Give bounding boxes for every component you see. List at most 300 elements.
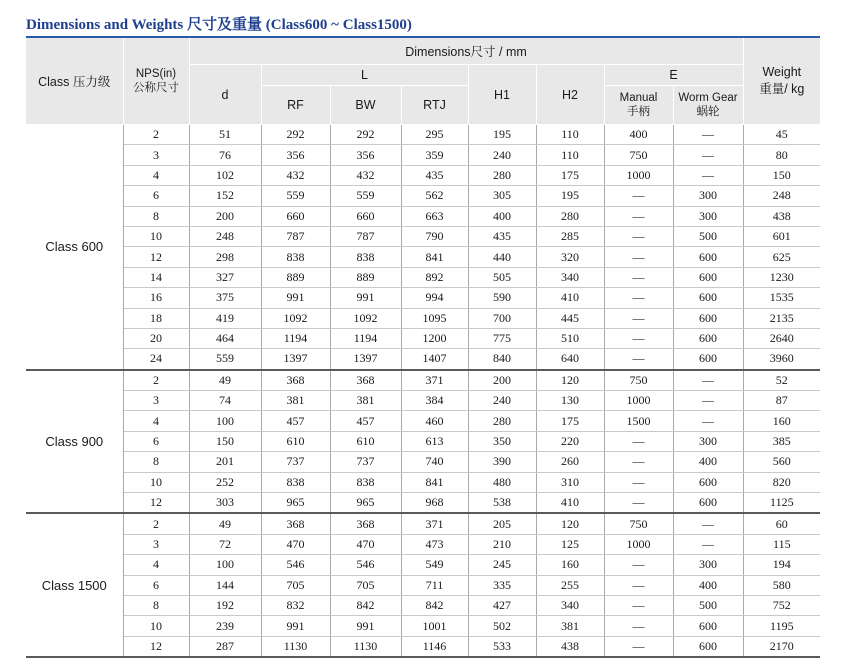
table-row [26,370,820,391]
cell-d: 100 [189,555,261,575]
cell-l-bw: 737 [330,452,401,472]
header-manual-cn: 手柄 [627,106,650,118]
cell-l-rtj: 371 [401,513,468,534]
table-row [26,165,820,185]
cell-l-rf: 705 [261,575,330,595]
cell-d: 303 [189,493,261,514]
cell-h1: 538 [468,493,536,514]
cell-nps: 24 [123,349,189,370]
cell-h2: 310 [536,472,604,492]
cell-h1: 210 [468,534,536,554]
cell-nps: 8 [123,452,189,472]
cell-l-rf: 432 [261,165,330,185]
cell-l-rf: 356 [261,145,330,165]
cell-l-rtj: 1146 [401,636,468,657]
cell-d: 74 [189,391,261,411]
cell-e-worm-gear: — [673,534,743,554]
cell-h1: 502 [468,616,536,636]
cell-l-rtj: 740 [401,452,468,472]
table-row [26,206,820,226]
table-row [26,145,820,165]
cell-l-rf: 368 [261,370,330,391]
cell-h1: 195 [468,125,536,145]
table-row [26,472,820,492]
cell-e-manual: — [604,226,673,246]
cell-l-bw: 1397 [330,349,401,370]
cell-weight: 60 [743,513,820,534]
cell-nps: 3 [123,391,189,411]
cell-l-rf: 381 [261,391,330,411]
table-row [26,125,820,145]
cell-h2: 510 [536,328,604,348]
cell-l-rtj: 295 [401,125,468,145]
cell-weight: 45 [743,125,820,145]
cell-l-rf: 660 [261,206,330,226]
cell-e-manual: — [604,431,673,451]
table-row [26,186,820,206]
cell-e-worm-gear: 600 [673,288,743,308]
cell-nps: 12 [123,636,189,657]
cell-l-bw: 546 [330,555,401,575]
cell-d: 464 [189,328,261,348]
cell-d: 248 [189,226,261,246]
cell-e-worm-gear: — [673,370,743,391]
table-row [26,575,820,595]
cell-e-worm-gear: 600 [673,493,743,514]
cell-l-rtj: 549 [401,555,468,575]
table-row [26,513,820,534]
cell-d: 559 [189,349,261,370]
cell-d: 252 [189,472,261,492]
cell-e-manual: — [604,328,673,348]
cell-weight: 87 [743,391,820,411]
cell-nps: 6 [123,575,189,595]
header-manual [604,86,673,125]
cell-nps: 3 [123,145,189,165]
cell-h1: 480 [468,472,536,492]
header-worm-gear [673,86,743,125]
cell-weight: 150 [743,165,820,185]
cell-weight: 115 [743,534,820,554]
cell-l-bw: 610 [330,431,401,451]
cell-l-rtj: 384 [401,391,468,411]
cell-h2: 220 [536,431,604,451]
cell-h2: 381 [536,616,604,636]
cell-e-worm-gear: 600 [673,616,743,636]
cell-e-worm-gear: 600 [673,472,743,492]
cell-l-rf: 1194 [261,328,330,348]
cell-nps: 4 [123,165,189,185]
cell-nps: 20 [123,328,189,348]
cell-l-bw: 787 [330,226,401,246]
cell-weight: 194 [743,555,820,575]
cell-nps: 2 [123,513,189,534]
header-nps [123,38,189,125]
cell-h1: 840 [468,349,536,370]
cell-h1: 305 [468,186,536,206]
cell-l-rtj: 435 [401,165,468,185]
cell-e-worm-gear: — [673,411,743,431]
cell-nps: 14 [123,267,189,287]
cell-l-rtj: 790 [401,226,468,246]
header-h2: H2 [536,65,604,125]
cell-e-manual: 1000 [604,165,673,185]
cell-e-manual: — [604,308,673,328]
cell-l-rtj: 562 [401,186,468,206]
cell-nps: 12 [123,247,189,267]
cell-nps: 8 [123,595,189,615]
header-weight [743,38,820,125]
cell-e-worm-gear: 400 [673,452,743,472]
cell-l-rf: 610 [261,431,330,451]
cell-h1: 400 [468,206,536,226]
header-manual-en: Manual [619,92,658,104]
cell-l-bw: 470 [330,534,401,554]
cell-l-rf: 368 [261,513,330,534]
table-row [26,636,820,657]
cell-e-worm-gear: 600 [673,349,743,370]
header-weight-en: Weight [762,65,802,79]
cell-l-rf: 470 [261,534,330,554]
cell-h2: 640 [536,349,604,370]
cell-h2: 130 [536,391,604,411]
cell-l-bw: 292 [330,125,401,145]
table-row [26,349,820,370]
cell-h1: 775 [468,328,536,348]
cell-weight: 2135 [743,308,820,328]
cell-h2: 175 [536,165,604,185]
table-row [26,267,820,287]
cell-h2: 110 [536,145,604,165]
cell-d: 375 [189,288,261,308]
cell-e-worm-gear: 300 [673,206,743,226]
cell-l-rf: 1130 [261,636,330,657]
header-bw: BW [330,86,401,125]
cell-e-manual: 1000 [604,391,673,411]
cell-h2: 340 [536,595,604,615]
cell-d: 419 [189,308,261,328]
cell-l-bw: 559 [330,186,401,206]
header-e: E [604,65,743,86]
cell-l-rf: 1092 [261,308,330,328]
cell-nps: 16 [123,288,189,308]
cell-h2: 445 [536,308,604,328]
cell-d: 150 [189,431,261,451]
cell-e-worm-gear: — [673,391,743,411]
cell-l-rf: 838 [261,472,330,492]
cell-l-bw: 965 [330,493,401,514]
cell-nps: 12 [123,493,189,514]
cell-h2: 175 [536,411,604,431]
cell-l-bw: 991 [330,288,401,308]
cell-nps: 4 [123,411,189,431]
table-row [26,595,820,615]
table-row [26,452,820,472]
table-row [26,616,820,636]
cell-weight: 80 [743,145,820,165]
cell-l-bw: 705 [330,575,401,595]
cell-l-rf: 546 [261,555,330,575]
cell-h2: 120 [536,513,604,534]
table-row [26,391,820,411]
cell-h2: 280 [536,206,604,226]
cell-nps: 10 [123,472,189,492]
class-group-label: Class 600 [26,125,123,370]
cell-h1: 440 [468,247,536,267]
table-row [26,226,820,246]
cell-l-rf: 965 [261,493,330,514]
cell-l-rtj: 359 [401,145,468,165]
cell-l-bw: 457 [330,411,401,431]
cell-e-manual: 1000 [604,534,673,554]
cell-weight: 2640 [743,328,820,348]
cell-l-rf: 991 [261,288,330,308]
cell-d: 72 [189,534,261,554]
page-title: Dimensions and Weights 尺寸及重量 (Class600 ~ Class1500) [26,17,412,33]
cell-e-manual: 1500 [604,411,673,431]
cell-h1: 505 [468,267,536,287]
cell-e-manual: — [604,452,673,472]
cell-h2: 125 [536,534,604,554]
cell-nps: 8 [123,206,189,226]
cell-e-worm-gear: — [673,145,743,165]
cell-l-bw: 381 [330,391,401,411]
cell-weight: 601 [743,226,820,246]
cell-e-manual: — [604,267,673,287]
cell-h1: 427 [468,595,536,615]
cell-h2: 285 [536,226,604,246]
class-group-label: Class 900 [26,370,123,514]
cell-l-rtj: 371 [401,370,468,391]
cell-l-rf: 991 [261,616,330,636]
table-row [26,493,820,514]
cell-e-manual: — [604,186,673,206]
table-row [26,247,820,267]
cell-l-bw: 432 [330,165,401,185]
header-d: d [189,65,261,125]
cell-nps: 6 [123,186,189,206]
cell-e-manual: — [604,288,673,308]
cell-d: 298 [189,247,261,267]
cell-nps: 3 [123,534,189,554]
header-class: Class 压力级 [26,38,123,125]
table-row [26,288,820,308]
header-worm-gear-cn: 蜗轮 [696,106,720,118]
cell-e-worm-gear: 300 [673,186,743,206]
cell-weight: 52 [743,370,820,391]
cell-weight: 625 [743,247,820,267]
cell-e-manual: — [604,575,673,595]
cell-e-worm-gear: — [673,165,743,185]
cell-d: 102 [189,165,261,185]
cell-h1: 240 [468,391,536,411]
cell-d: 327 [189,267,261,287]
table-row [26,328,820,348]
cell-h2: 410 [536,493,604,514]
cell-e-manual: — [604,616,673,636]
cell-h1: 390 [468,452,536,472]
table-body [26,125,820,658]
cell-nps: 2 [123,370,189,391]
cell-h1: 200 [468,370,536,391]
cell-h1: 205 [468,513,536,534]
cell-e-worm-gear: 600 [673,247,743,267]
cell-e-manual: 400 [604,125,673,145]
cell-nps: 10 [123,226,189,246]
cell-d: 49 [189,513,261,534]
cell-l-rtj: 994 [401,288,468,308]
cell-h1: 335 [468,575,536,595]
cell-l-bw: 838 [330,472,401,492]
table-row [26,431,820,451]
cell-l-rtj: 460 [401,411,468,431]
cell-weight: 820 [743,472,820,492]
class-group-label: Class 1500 [26,513,123,657]
header-dimensions: Dimensions尺寸 / mm [189,38,743,65]
cell-l-bw: 1130 [330,636,401,657]
cell-weight: 3960 [743,349,820,370]
table-row [26,411,820,431]
cell-h2: 110 [536,125,604,145]
cell-e-worm-gear: — [673,513,743,534]
cell-e-worm-gear: 600 [673,267,743,287]
cell-weight: 752 [743,595,820,615]
cell-l-rtj: 1001 [401,616,468,636]
header-rtj: RTJ [401,86,468,125]
cell-l-rtj: 711 [401,575,468,595]
cell-l-rtj: 663 [401,206,468,226]
cell-e-manual: — [604,493,673,514]
cell-h2: 320 [536,247,604,267]
cell-e-worm-gear: 300 [673,431,743,451]
cell-weight: 1195 [743,616,820,636]
cell-l-rtj: 1200 [401,328,468,348]
cell-l-rf: 737 [261,452,330,472]
cell-h2: 160 [536,555,604,575]
cell-d: 100 [189,411,261,431]
cell-d: 144 [189,575,261,595]
cell-nps: 10 [123,616,189,636]
cell-e-worm-gear: 500 [673,595,743,615]
cell-l-bw: 368 [330,370,401,391]
header-worm-gear-en: Worm Gear [678,92,738,104]
cell-l-bw: 660 [330,206,401,226]
header-nps-cn: 公称尺寸 [133,82,179,94]
cell-nps: 6 [123,431,189,451]
cell-l-bw: 991 [330,616,401,636]
cell-l-rf: 292 [261,125,330,145]
cell-weight: 580 [743,575,820,595]
cell-weight: 1125 [743,493,820,514]
cell-nps: 18 [123,308,189,328]
cell-weight: 2170 [743,636,820,657]
table-row [26,534,820,554]
cell-l-bw: 842 [330,595,401,615]
cell-e-worm-gear: 400 [673,575,743,595]
header-l: L [261,65,468,86]
cell-l-rf: 559 [261,186,330,206]
cell-e-worm-gear: 600 [673,636,743,657]
cell-l-rf: 457 [261,411,330,431]
cell-nps: 4 [123,555,189,575]
cell-e-manual: — [604,472,673,492]
cell-l-bw: 1194 [330,328,401,348]
cell-h2: 260 [536,452,604,472]
cell-e-manual: — [604,247,673,267]
cell-l-rf: 787 [261,226,330,246]
cell-l-rf: 832 [261,595,330,615]
cell-l-rtj: 968 [401,493,468,514]
table-row [26,308,820,328]
header-h1: H1 [468,65,536,125]
cell-weight: 160 [743,411,820,431]
cell-l-rtj: 892 [401,267,468,287]
cell-d: 287 [189,636,261,657]
cell-l-bw: 368 [330,513,401,534]
table-row [26,555,820,575]
header-rf: RF [261,86,330,125]
cell-l-rtj: 841 [401,247,468,267]
cell-h2: 340 [536,267,604,287]
cell-e-manual: — [604,349,673,370]
cell-weight: 248 [743,186,820,206]
header-weight-cn: 重量/ kg [759,82,805,96]
cell-d: 49 [189,370,261,391]
cell-d: 201 [189,452,261,472]
header-nps-en: NPS(in) [135,68,177,80]
cell-l-rtj: 842 [401,595,468,615]
cell-l-rf: 1397 [261,349,330,370]
cell-weight: 560 [743,452,820,472]
cell-weight: 1230 [743,267,820,287]
cell-e-worm-gear: 600 [673,328,743,348]
cell-e-worm-gear: 300 [673,555,743,575]
cell-h1: 350 [468,431,536,451]
cell-e-manual: — [604,595,673,615]
cell-e-worm-gear: 500 [673,226,743,246]
dimensions-table [26,38,820,658]
cell-d: 152 [189,186,261,206]
cell-e-manual: — [604,206,673,226]
cell-h1: 533 [468,636,536,657]
cell-h1: 590 [468,288,536,308]
cell-h1: 435 [468,226,536,246]
cell-h1: 700 [468,308,536,328]
cell-l-rtj: 1095 [401,308,468,328]
cell-l-rtj: 841 [401,472,468,492]
cell-e-worm-gear: 600 [673,308,743,328]
cell-l-rf: 889 [261,267,330,287]
cell-l-bw: 356 [330,145,401,165]
cell-l-rtj: 613 [401,431,468,451]
cell-d: 192 [189,595,261,615]
cell-h2: 438 [536,636,604,657]
cell-l-bw: 889 [330,267,401,287]
cell-h2: 255 [536,575,604,595]
cell-nps: 2 [123,125,189,145]
cell-weight: 1535 [743,288,820,308]
table-header [26,38,820,125]
cell-h1: 240 [468,145,536,165]
cell-h1: 280 [468,165,536,185]
cell-l-bw: 1092 [330,308,401,328]
cell-h1: 245 [468,555,536,575]
cell-h2: 195 [536,186,604,206]
cell-e-manual: 750 [604,145,673,165]
cell-e-manual: — [604,636,673,657]
cell-e-manual: 750 [604,513,673,534]
cell-l-rtj: 1407 [401,349,468,370]
